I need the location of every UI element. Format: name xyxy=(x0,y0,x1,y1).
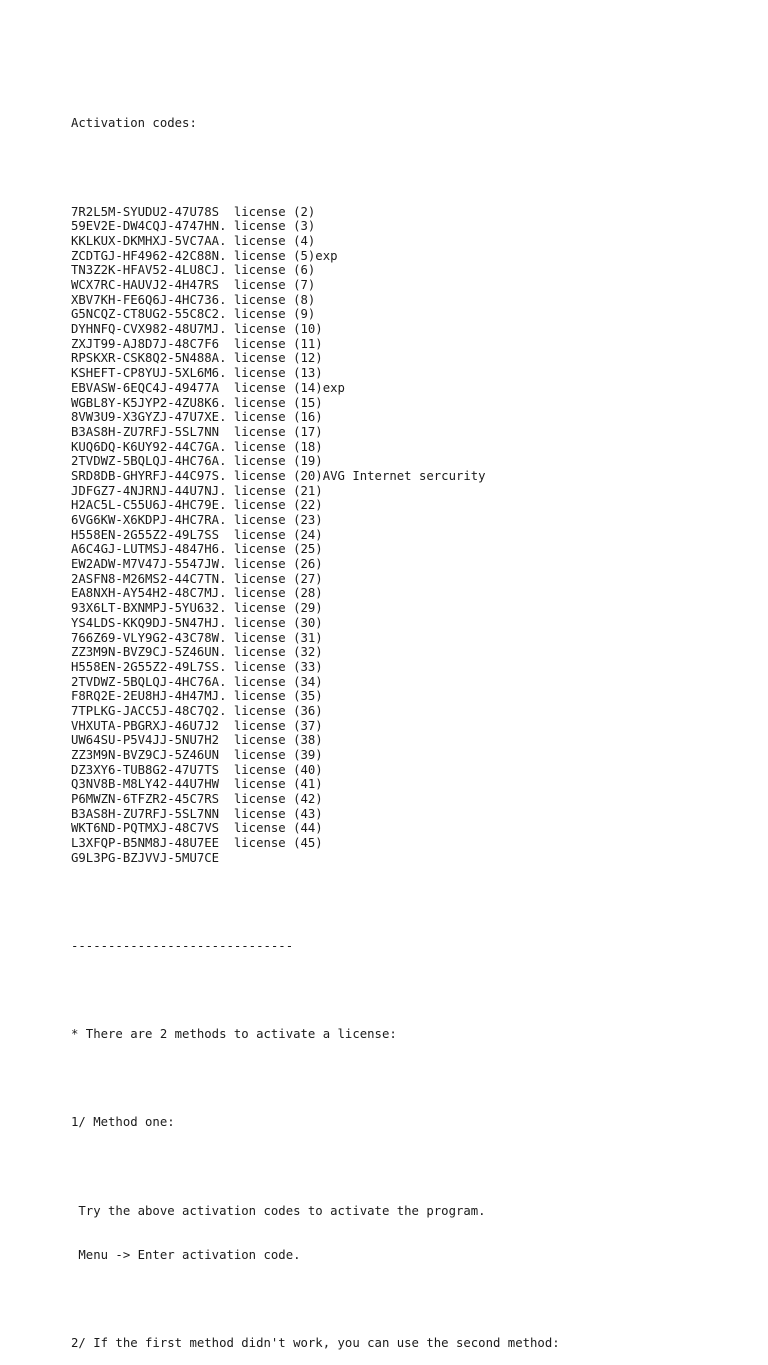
document-text xyxy=(71,87,758,1365)
code-line: TN3Z2K-HFAV52-4LU8CJ. license (6) xyxy=(71,263,316,278)
code-line: G5NCQZ-CT8UG2-55C8C2. license (9) xyxy=(71,307,316,322)
code-line: 2ASFN8-M26MS2-44C7TN. license (27) xyxy=(71,571,323,586)
code-line: B3AS8H-ZU7RFJ-5SL7NN license (17) xyxy=(71,424,323,439)
code-line: KUQ6DQ-K6UY92-44C7GA. license (18) xyxy=(71,439,323,454)
activation-code-list xyxy=(71,205,758,866)
code-line: A6C4GJ-LUTMSJ-4847H6. license (25) xyxy=(71,542,323,557)
code-line: B3AS8H-ZU7RFJ-5SL7NN license (43) xyxy=(71,806,323,821)
code-line: 766Z69-VLY9G2-43C78W. license (31) xyxy=(71,630,323,645)
code-line: RPSKXR-CSK8Q2-5N488A. license (12) xyxy=(71,351,323,366)
code-line: 7R2L5M-SYUDU2-47U78S license (2) xyxy=(71,204,316,219)
blank-line xyxy=(71,1292,758,1307)
heading-activation-codes: Activation codes: xyxy=(71,116,197,131)
blank-line xyxy=(71,895,758,910)
code-line: XBV7KH-FE6Q6J-4HC736. license (8) xyxy=(71,292,316,307)
methods-intro: * There are 2 methods to activate a license: xyxy=(71,1027,397,1042)
separator-line: ------------------------------ xyxy=(71,939,294,954)
method-one-step-2: Menu -> Enter activation code. xyxy=(71,1247,301,1262)
code-line: P6MWZN-6TFZR2-45C7RS license (42) xyxy=(71,792,323,807)
code-line: 93X6LT-BXNMPJ-5YU632. license (29) xyxy=(71,601,323,616)
method-one-step-1: Try the above activation codes to activate the program. xyxy=(71,1203,486,1218)
code-line: ZZ3M9N-BVZ9CJ-5Z46UN. license (32) xyxy=(71,645,323,660)
code-line: WCX7RC-HAUVJ2-4H47RS license (7) xyxy=(71,278,316,293)
code-line: WKT6ND-PQTMXJ-48C7VS license (44) xyxy=(71,821,323,836)
blank-line xyxy=(71,161,758,176)
code-line: L3XFQP-B5NM8J-48U7EE license (45) xyxy=(71,836,323,851)
code-line: EA8NXH-AY54H2-48C7MJ. license (28) xyxy=(71,586,323,601)
code-line: ZXJT99-AJ8D7J-48C7F6 license (11) xyxy=(71,336,323,351)
code-line: EBVASW-6EQC4J-49477A license (14)exp xyxy=(71,380,345,395)
code-line: YS4LDS-KKQ9DJ-5N47HJ. license (30) xyxy=(71,615,323,630)
code-line: H2AC5L-C55U6J-4HC79E. license (22) xyxy=(71,498,323,513)
code-line: 2TVDWZ-5BQLQJ-4HC76A. license (34) xyxy=(71,674,323,689)
code-line: 8VW3U9-X3GYZJ-47U7XE. license (16) xyxy=(71,410,323,425)
code-line: ZZ3M9N-BVZ9CJ-5Z46UN license (39) xyxy=(71,748,323,763)
code-line: EW2ADW-M7V47J-5547JW. license (26) xyxy=(71,557,323,572)
blank-line xyxy=(71,1160,758,1175)
method-one-title: 1/ Method one: xyxy=(71,1115,175,1130)
blank-line xyxy=(71,983,758,998)
code-line: 7TPLKG-JACC5J-48C7Q2. license (36) xyxy=(71,703,323,718)
code-line: Q3NV8B-M8LY42-44U7HW license (41) xyxy=(71,777,323,792)
code-line: ZCDTGJ-HF4962-42C88N. license (5)exp xyxy=(71,248,338,263)
code-line: KSHEFT-CP8YUJ-5XL6M6. license (13) xyxy=(71,366,323,381)
code-line: 2TVDWZ-5BQLQJ-4HC76A. license (19) xyxy=(71,454,323,469)
code-line: WGBL8Y-K5JYP2-4ZU8K6. license (15) xyxy=(71,395,323,410)
code-line: DYHNFQ-CVX982-48U7MJ. license (10) xyxy=(71,322,323,337)
method-two-title: 2/ If the first method didn't work, you can use the second method: xyxy=(71,1335,560,1350)
code-line: KKLKUX-DKMHXJ-5VC7AA. license (4) xyxy=(71,233,316,248)
code-line: H558EN-2G55Z2-49L7SS license (24) xyxy=(71,527,323,542)
code-line: 59EV2E-DW4CQJ-4747HN. license (3) xyxy=(71,219,316,234)
code-line: SRD8DB-GHYRFJ-44C97S. license (20)AVG Internet sercurity xyxy=(71,468,486,483)
code-line: VHXUTA-PBGRXJ-46U7J2 license (37) xyxy=(71,718,323,733)
code-line: 6VG6KW-X6KDPJ-4HC7RA. license (23) xyxy=(71,513,323,528)
code-line: UW64SU-P5V4JJ-5NU7H2 license (38) xyxy=(71,733,323,748)
code-line: H558EN-2G55Z2-49L7SS. license (33) xyxy=(71,659,323,674)
code-line: G9L3PG-BZJVVJ-5MU7CE xyxy=(71,850,220,865)
code-line: JDFGZ7-4NJRNJ-44U7NJ. license (21) xyxy=(71,483,323,498)
code-line: F8RQ2E-2EU8HJ-4H47MJ. license (35) xyxy=(71,689,323,704)
blank-line xyxy=(71,1071,758,1086)
code-line: DZ3XY6-TUB8G2-47U7TS license (40) xyxy=(71,762,323,777)
